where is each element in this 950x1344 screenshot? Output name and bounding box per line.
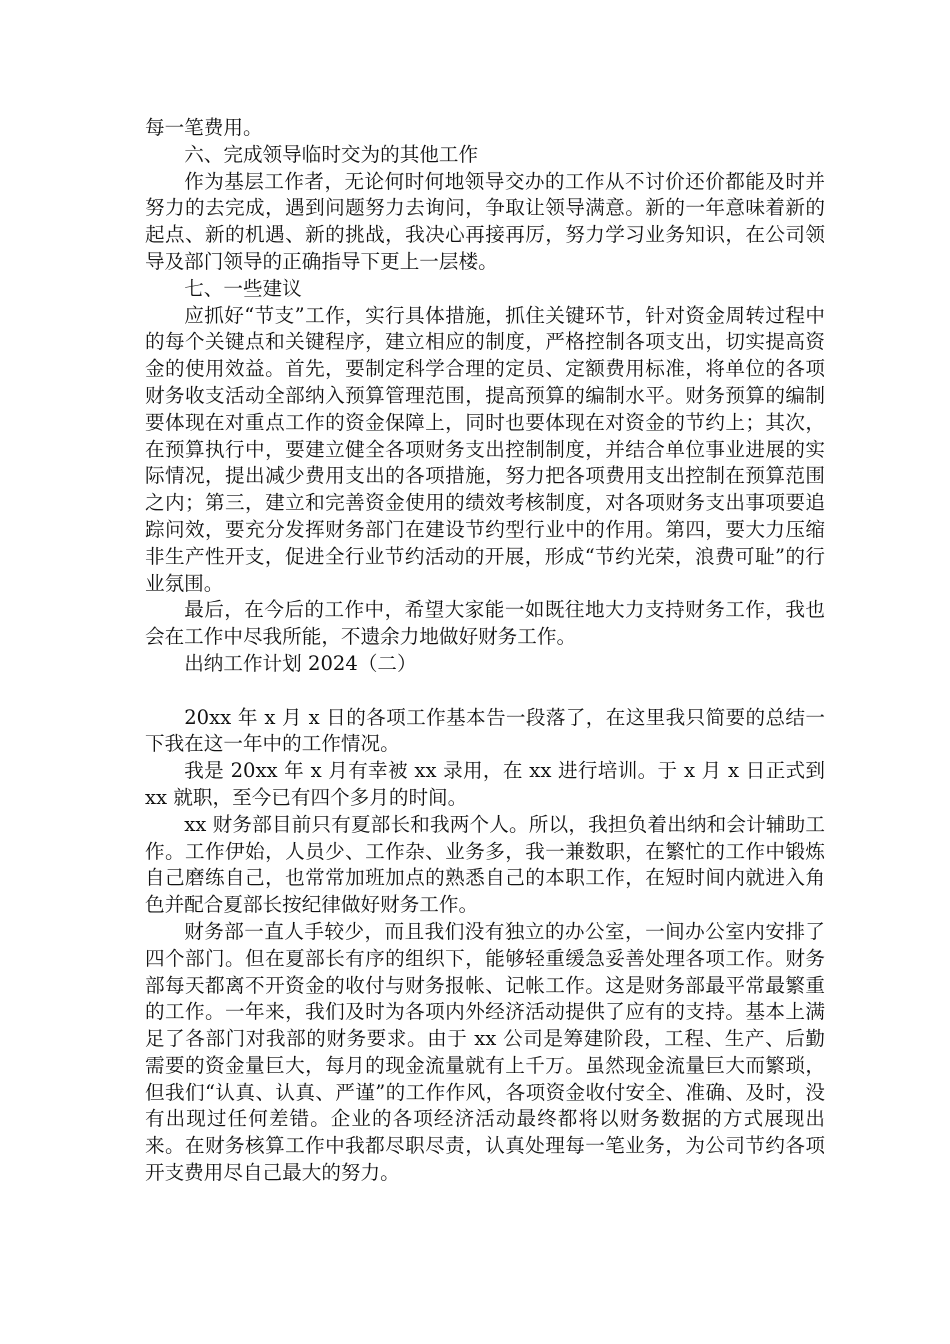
paragraph-department: xx 财务部目前只有夏部长和我两个人。所以，我担负着出纳和会计辅助工作。工作伊始，人员少、工作杂、业务多，我一兼数职，在繁忙的工作中锻炼自己磨练自己，也常常加班加点的熟悉自己的本职工作，在短时间内就进入角色并配合夏部长按纪律做好财务工作。 [145, 812, 825, 917]
blank-line [145, 678, 825, 705]
paragraph-intro: 20xx 年 x 月 x 日的各项工作基本告一段落了，在这里我只简要的总结一下我在这一年中的工作情况。 [145, 705, 825, 756]
paragraph-hiring: 我是 20xx 年 x 月有幸被 xx 录用，在 xx 进行培训。于 x 月 x 日正式到 xx 就职，至今已有四个多月的时间。 [145, 759, 825, 809]
paragraph-closing: 最后，在今后的工作中，希望大家能一如既往地大力支持财务工作，我也会在工作中尽我所能，不遗余力地做好财务工作。 [145, 598, 825, 649]
document-page [145, 115, 825, 1187]
section-heading-7: 七、一些建议 [184, 276, 302, 300]
paragraph-work-summary: 财务部一直人手较少，而且我们没有独立的办公室，一间办公室内安排了四个部门。但在夏部长有序的组织下，能够轻重缓急妥善处理各项工作。财务部每天都离不开资金的收付与财务报帐、记帐工作。这是财务部最平常最繁重的工作。一年来，我们及时为各项内外经济活动提供了应有的支持。基本上满足了各部门对我部的财务要求。由于 xx 公司是筹建阶段，工程、生产、后勤需要的资金量巨大，每月的现金流量就有上千万。虽然现金流量巨大而繁琐，但我们“认真、认真、严谨”的工作作风，各项资金收付安全、准确、及时，没有出现过任何差错。企业的各项经济活动最终都将以财务数据的方式展现出来。在财务核算工作中我都尽职尽责，认真处理每一笔业务，为公司节约各项开支费用尽自己最大的努力。 [145, 919, 825, 1185]
paragraph-continuation: 每一笔费用。 [145, 116, 263, 139]
paragraph-section-7: 应抓好“节支”工作，实行具体措施，抓住关键环节，针对资金周转过程中的每个关键点和关键程序，建立相应的制度，严格控制各项支出，切实提高资金的使用效益。首先，要制定科学合理的定员、定额费用标准，将单位的各项财务收支活动全部纳入预算管理范围，提高预算的编制水平。财务预算的编制要体现在对重点工作的资金保障上，同时也要体现在对资金的节约上；其次，在预算执行中，要建立健全各项财务支出控制制度，并结合单位事业进展的实际情况，提出减少费用支出的各项措施，努力把各项费用支出控制在预算范围之内；第三，建立和完善资金使用的绩效考核制度，对各项财务支出事项要追踪问效，要充分发挥财务部门在建设节约型行业中的作用。第四，要大力压缩非生产性开支，促进全行业节约活动的开展，形成“节约光荣，浪费可耻”的行业氛围。 [145, 303, 825, 595]
document-subtitle: 出纳工作计划 2024（二） [184, 651, 417, 675]
section-heading-6: 六、完成领导临时交为的其他工作 [184, 142, 479, 166]
paragraph-section-6: 作为基层工作者，无论何时何地领导交办的工作从不讨价还价都能及时并努力的去完成，遇到问题努力去询问，争取让领导满意。新的一年意味着新的起点、新的机遇、新的挑战，我决心再接再厉，努力学习业务知识，在公司领导及部门领导的正确指导下更上一层楼。 [145, 169, 825, 273]
